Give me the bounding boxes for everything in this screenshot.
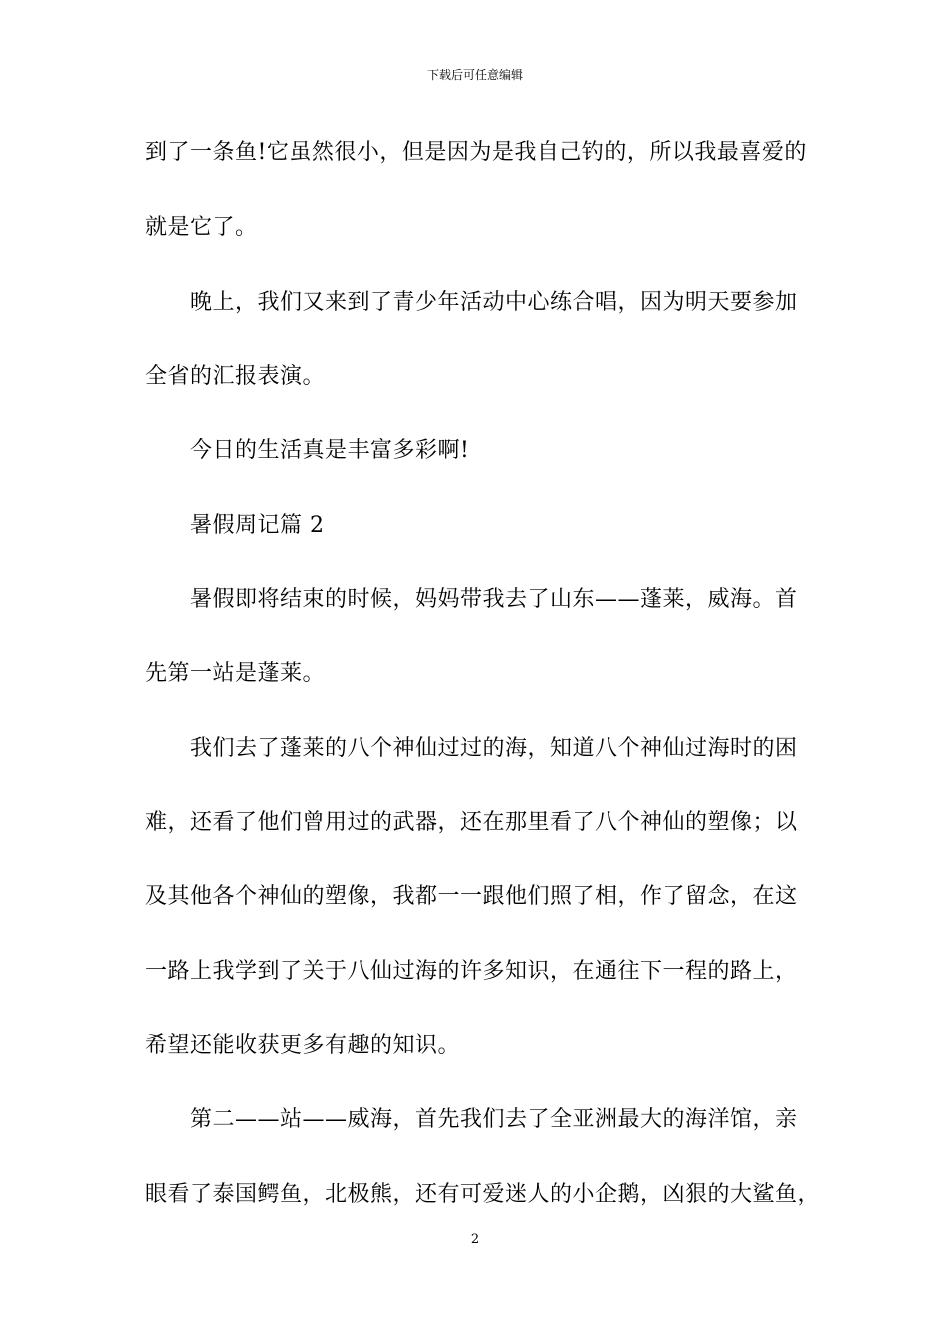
page-header: 下载后可任意编辑: [426, 68, 523, 82]
text-line: 先第一站是蓬莱。: [145, 661, 326, 686]
text-line: 希望还能收获更多有趣的知识。: [145, 1033, 461, 1058]
text-line: 暑假即将结束的时候，妈妈带我去了山东——蓬莱，威海。首: [190, 587, 798, 612]
text-line: 到了一条鱼!它虽然很小，但是因为是我自己钓的，所以我最喜爱的: [145, 140, 807, 165]
text-line: 今日的生活真是丰富多彩啊!: [190, 438, 470, 463]
text-line: 眼看了泰国鳄鱼，北极熊，还有可爱迷人的小企鹅，凶狠的大鲨鱼，: [145, 1182, 821, 1207]
text-line: 第二——站——威海，首先我们去了全亚洲最大的海洋馆，亲: [190, 1107, 798, 1132]
text-line: 难，还看了他们曾用过的武器，还在那里看了八个神仙的塑像；以: [145, 810, 798, 835]
text-line: 及其他各个神仙的塑像，我都一一跟他们照了相，作了留念，在这: [145, 884, 798, 909]
text-line: 就是它了。: [145, 215, 258, 240]
text-line: 晚上，我们又来到了青少年活动中心练合唱，因为明天要参加: [190, 290, 798, 315]
text-line: 我们去了蓬莱的八个神仙过过的海，知道八个神仙过海时的困: [190, 736, 798, 761]
text-line: 一路上我学到了关于八仙过海的许多知识，在通往下一程的路上，: [145, 959, 798, 984]
text-line: 全省的汇报表演。: [145, 364, 326, 389]
section-heading: 暑假周记篇 2: [190, 513, 325, 538]
page-number: 2: [470, 1232, 480, 1247]
